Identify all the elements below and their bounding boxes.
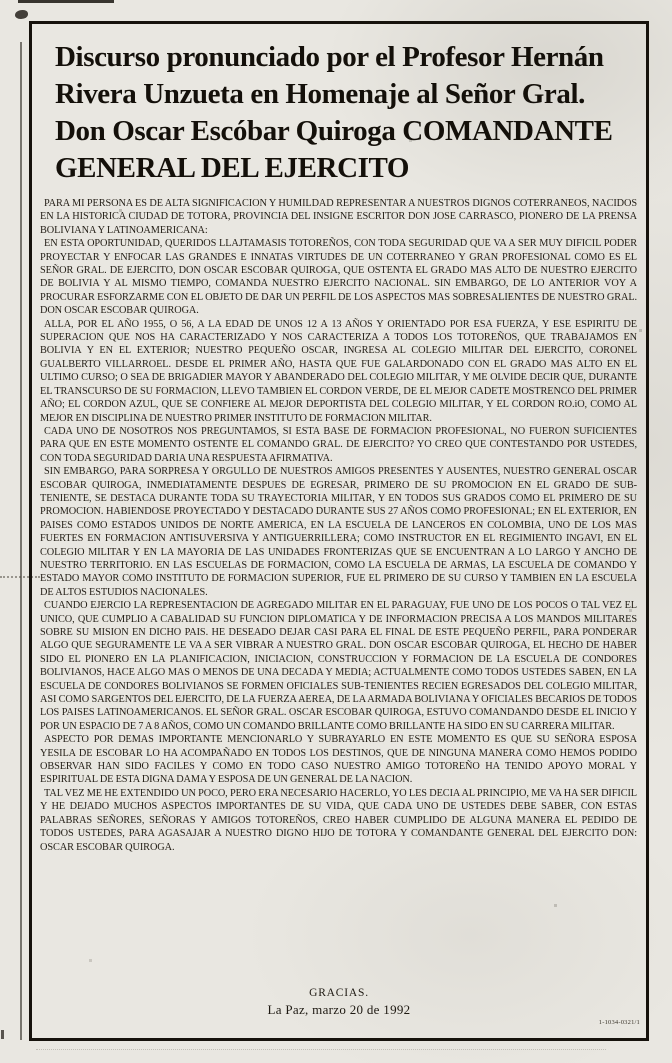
speech-paragraph: ASPECTO POR DEMAS IMPORTANTE MENCIONARLO Y SUBRAYARLO EN ESTE MOMENTO ES QUE SU SEÑORA ESPOSA YESILA DE ESCOBAR LO HA ACOMPAÑADO EN TODOS LOS DESTINOS, QUE DE NINGUNA MANERA COMO HEMOS PODIDO OBSERVAR HAN SIDO FACILES Y COMO EN TODO CASO NUESTRO AMIGO TOTOREÑO HA TENIDO APOYO MORAL Y ESPIRITUAL DE ESTA DIGNA DAMA Y ESPOSA DE UN GENERAL DE LA NACION.	[40, 734, 637, 786]
notice-title-line-3: Don Oscar Escóbar Quiroga COMANDANTE	[55, 115, 613, 147]
scan-artifact-left-rule	[20, 42, 22, 1040]
scan-artifact-edge-tick	[1, 1030, 4, 1039]
speech-body	[40, 197, 637, 854]
closing-thanks: GRACIAS.	[309, 987, 369, 999]
notice-title-line-4: GENERAL DEL EJERCITO	[55, 152, 410, 184]
scan-artifact-top-rule	[18, 0, 114, 3]
scan-artifact-bottom-dots	[36, 1049, 606, 1050]
dateline: La Paz, marzo 20 de 1992	[267, 1002, 411, 1017]
speech-paragraph: CADA UNO DE NOSOTROS NOS PREGUNTAMOS, SI ESTA BASE DE FORMACION PROFESIONAL, NO FUERON SUFICIENTES PARA QUE EN ESTE MOMENTO OSTENTE EL COMANDO GRAL. DE EJERCITO? YO CREO QUE CONTESTANDO POR USTEDES, CON TODA SEGURIDAD DARIA UNA RESPUESTA AFIRMATIVA.	[40, 425, 637, 464]
notice-title	[55, 39, 636, 187]
speech-paragraph: TAL VEZ ME HE EXTENDIDO UN POCO, PERO ERA NECESARIO HACERLO, YO LES DECIA AL PRINCIPIO, ME VA HA SER DIFICIL Y HE DEJADO MUCHOS ASPECTOS IMPORTANTES DE SU VIDA, QUE CADA UNO DE USTEDES DEBE SABER, CON ESTAS PALABRAS SEÑORES, SEÑORAS Y AMIGOS TOTOREÑOS, CREO HABER CUMPLIDO DE ALGUNA MANERA EL PEDIDO DE TODOS USTEDES, PARA AGASAJAR A NUESTRO DIGNO HIJO DE TOTORA Y COMANDANTE GENERAL DEL EJERCITO DON: OSCAR ESCOBAR QUIROGA.	[40, 787, 637, 853]
scan-artifact-speckles	[0, 0, 1, 1]
notice-frame	[29, 21, 649, 1041]
speech-paragraph: SIN EMBARGO, PARA SORPRESA Y ORGULLO DE NUESTROS AMIGOS PRESENTES Y AUSENTES, NUESTRO GENERAL OSCAR ESCOBAR QUIROGA, INMEDIATAMENTE DESPUES DE EGRESAR, PRIMERO DE SU PROMOCION EN EL GRADO DE SUB-TENIENTE, SE DESTACA DURANTE TODA SU TRAYECTORIA MILITAR, Y EN TODOS SUS GRADOS COMO EL PRIMERO DE SU PROMOCION. HABIENDOSE PROYECTADO Y DESTACADO DURANTE SUS 27 AÑOS COMO PROFESIONAL; EN EL EXTERIOR, EN PAISES COMO ESTADOS UNIDOS DE NORTE AMERICA, EN LA ESCUELA DE LANCEROS EN COLOMBIA, UNO DE LOS MAS FUERTES EN FORMACION ANTISUVERSIVA Y ANTIGUERRILLERA; COMO INSTRUCTOR EN EL REGIMIENTO INGAVI, EN EL COLEGIO MILITAR Y EN LA MAYORIA DE LAS UNIDADES FRONTERIZAS QUE SE ENCUENTRAN A LO LARGO Y ANCHO DE NUESTRO TERRITORIO. EN LAS ESCUELAS DE FORMACION, COMO LA ESCUELA DE ARMAS, LA ESCUELA DE COMANDO Y ESTADO MAYOR COMO INSTITUTO DE FORMACION SUPERIOR, FUE EL PRIMERO DE SU CURSO Y TAMBIEN EN LA ESCUELA DE ALTOS ESTUDIOS NACIONALES.	[40, 466, 637, 598]
scan-artifact-ink-smudge	[15, 10, 28, 19]
speech-paragraph: ALLA, POR EL AÑO 1955, O 56, A LA EDAD DE UNOS 12 A 13 AÑOS Y ORIENTADO POR ESA FUERZA, Y ESE ESPIRITU DE SUPERACION QUE NOS HA CARACTERIZADO Y NOS CARACTERIZA A TODOS LOS TOTOREÑOS, QUE TRABAJAMOS EN BOLIVIA Y EN EL EXTERIOR; NUESTRO PEQUEÑO OSCAR, INGRESA AL COLEGIO MILITAR DEL EJERCITO, CORONEL GUALBERTO VILLARROEL. DESDE EL PRIMER AÑO, HASTA QUE FUE GALARDONADO CON EL GRADO MAS ALTO EN EL ULTIMO CURSO; O SEA DE BRIGADIER MAYOR Y ABANDERADO DEL COLEGIO MILITAR, Y ME OLVIDE DECIR QUE, DURANTE EL TRANSCURSO DE SU FORMACION, LLEVO TAMBIEN EL CORDON VERDE, DE EL MEJOR CADETE MOSTRENCO DEL PRIMER AÑO; EL CORDON AZUL, QUE SE CONFIERE AL MEJOR DEPORTISTA DEL COLEGIO MILITAR, Y EL CORDON RO.iO, COMO AL MEJOR EN DISCIPLINA DE NUESTRO PRIMER INSTITUTO DE FORMACION MILITAR.	[40, 318, 637, 424]
speech-paragraph: PARA MI PERSONA ES DE ALTA SIGNIFICACION Y HUMILDAD REPRESENTAR A NUESTROS DIGNOS COTERRANEOS, NACIDOS EN LA HISTORICA CIUDAD DE TOTORA, PROVINCIA DEL INSIGNE ESCRITOR DON JOSE CARRASCO, PIONERO DE LA PRENSA BOLIVIANA Y LATINOAMERICANA:	[40, 198, 637, 236]
speech-paragraph: CUANDO EJERCIO LA REPRESENTACION DE AGREGADO MILITAR EN EL PARAGUAY, FUE UNO DE LOS POCOS O TAL VEZ EL UNICO, QUE CUMPLIO A CABALIDAD SU FUNCION DIPLOMATICA Y DE INFORMACION PRECISA A LOS MANDOS MILITARES SOBRE SU MISION EN DICHO PAIS. HE DESEADO DEJAR CASI PARA EL FINAL DE ESTE PEQUEÑO PERFIL, PARA PONDERAR ALGO QUE SEGURAMENTE LE VA A SER VIBRAR A NUESTRO GRAL. DON OSCAR ESCOBAR QUIROGA, EL HECHO DE HABER SIDO EL PIONERO EN LA PLANIFICACION, INICIACION, CONSTRUCCION Y FORMACION DE LA ESCUELA DE CONDORES BOLIVIANOS, HACE ALGO MAS O MENOS DE UNA DECADA Y MEDIA; ACTUALMENTE COMO TODOS USTEDES SABEN, EN LA ESCUELA DE CONDORES BOLIVIANOS SE FORMEN OFICIALES SUB-TENIENTES RECIEN EGRESADOS DEL COLEGIO MILITAR, ASI COMO SARGENTOS DEL EJERCITO, DE LA FUERZA AEREA, DE LA ARMADA BOLIVIANA Y OFICIALES BECARIOS DE TODOS LOS PAISES LATINOAMERICANOS. EL SEÑOR GRAL. OSCAR ESCOBAR QUIROGA, ESTUVO COMANDANDO DESDE EL INICIO Y POR UN ESPACIO DE 7 A 8 AÑOS, COMO UN COMANDO BRILLANTE COMO BRILLANTE HA SIDO EN SU CARRERA MILITAR.	[40, 600, 637, 732]
speech-paragraph: EN ESTA OPORTUNIDAD, QUERIDOS LLAJTAMASIS TOTOREÑOS, CON TODA SEGURIDAD QUE VA A SER MUY DIFICIL PODER PROYECTAR Y ENFOCAR LAS GRANDES E INNATAS VIRTUDES DE UN COTERRANEO Y GRAN PROFESIONAL COMO ES EL SEÑOR GRAL. DE EJERCITO, DON OSCAR ESCOBAR QUIROGA, QUE OSTENTA EL GRADO MAS ALTO DE NUESTRO EJERCITO DE BOLIVIA Y AL MISMO TIEMPO, COMANDA NUESTRO EJERCITO NACIONAL. SIN EMBARGO, DE LO ANTERIOR VOY A PROCURAR ESFORZARME CON EL OBJETO DE DAR UN PERFIL DE LOS ASPECTOS MAS SOBRESALIENTES DE NUESTRO GRAL. DON OSCAR ESCOBAR QUIROGA.	[40, 238, 637, 317]
notice-title-line-1: Discurso pronunciado por el Profesor Hernán	[55, 41, 604, 73]
print-reference-code: 1-1034-0321/1	[598, 1019, 640, 1026]
notice-title-line-2: Rivera Unzueta en Homenaje al Señor Gral.	[55, 78, 585, 110]
